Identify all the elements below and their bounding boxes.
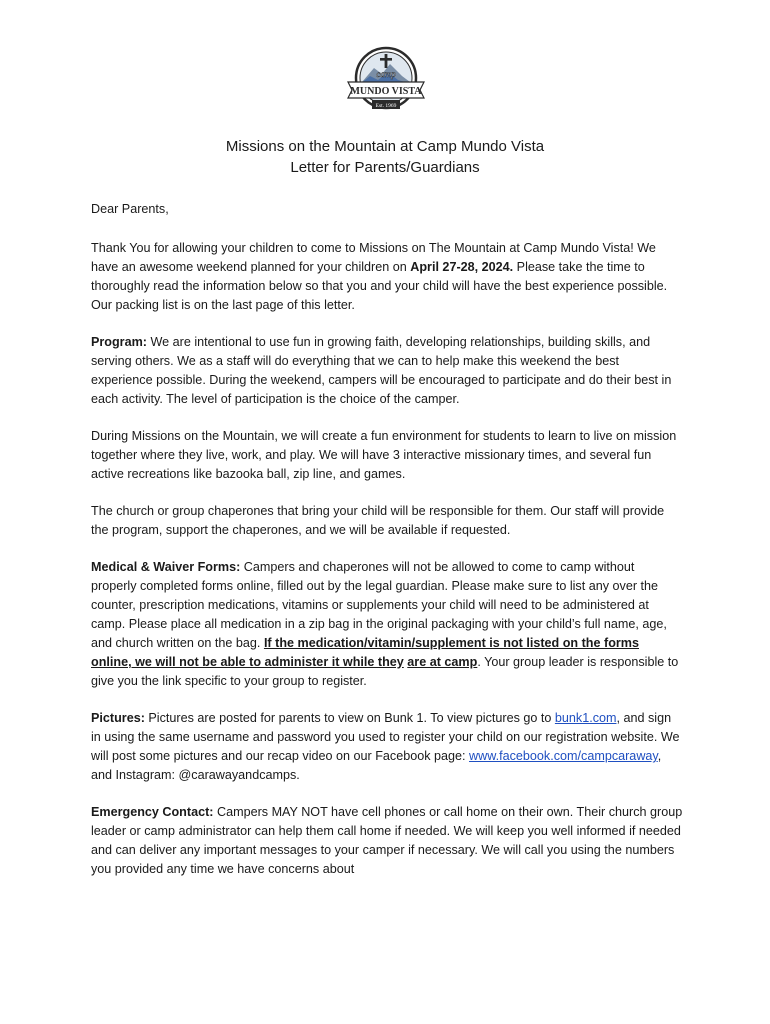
salutation: Dear Parents, [91, 202, 169, 216]
medical-paragraph [91, 558, 683, 691]
missions-paragraph: During Missions on the Mountain, we will create a fun environment for students to learn to live on mission together where they live, work, and play. We will have 3 interactive missionary times, and several fun active recreations like bazooka ball, zip line, and games. [91, 429, 677, 481]
emergency-paragraph [91, 803, 683, 879]
medical-text-2: . Your group leader is responsible to give you the link specific to your group to register. [91, 655, 679, 688]
letter-title [0, 136, 770, 178]
intro-text-2: Please take the time to thoroughly read the information below so that you and your child will have the best experience possible. Our packing list is on the last page of this letter. [91, 260, 668, 312]
pictures-paragraph [91, 709, 683, 785]
event-date: April 27-28, 2024. [410, 260, 514, 274]
program-text: We are intentional to use fun in growing faith, developing relationships, building skills, and serving others. We as a staff will do everything that we can to help make this weekend the best experience possible. During the weekend, campers will be encouraged to participate and do their best in each activity. The level of participation is the choice of the camper. [91, 335, 672, 406]
medical-text-1: Campers and chaperones will not be allowed to come to camp without properly completed forms online, filled out by the legal guardian. Please make sure to list any over the counter, prescription medications, vitamins or supplements your child will need to be administered at camp. Please place all medication in a zip bag in the original packaging with your child’s full name, age, and church written on the bag. [91, 560, 667, 650]
pictures-text-3: , and Instagram: @carawayandcamps. [91, 749, 662, 782]
intro-text-1: Thank You for allowing your children to come to Missions on The Mountain at Camp Mundo Vista! We have an awesome weekend planned for your children on [91, 241, 656, 274]
pictures-text-2: , and sign in using the same username and password you used to register your child on our registration website. We will post some pictures and our recap video on our Facebook page: [91, 711, 680, 763]
program-label: Program: [91, 335, 147, 349]
pictures-label: Pictures: [91, 711, 145, 725]
intro-paragraph [91, 239, 683, 315]
bunk1-link[interactable]: bunk1.com [554, 711, 617, 725]
medical-warning-2: are at camp [407, 655, 478, 669]
emergency-label: Emergency Contact: [91, 805, 214, 819]
camp-mundo-vista-logo [344, 44, 428, 116]
logo-camp-text: camp [376, 69, 396, 79]
logo-est-text: Est. 1969 [375, 103, 397, 109]
title-line-2: Letter for Parents/Guardians [290, 159, 480, 176]
title-line-1: Missions on the Mountain at Camp Mundo Vista [225, 138, 545, 155]
medical-warning-1: If the medication/vitamin/supplement is not listed on the forms online, we will not be able to administer it while they [91, 636, 639, 669]
medical-label: Medical & Waiver Forms: [91, 560, 241, 574]
program-paragraph [91, 333, 683, 409]
pictures-text-1: Pictures are posted for parents to view on Bunk 1. To view pictures go to [144, 711, 555, 725]
facebook-link[interactable]: www.facebook.com/campcaraway [469, 749, 658, 763]
emergency-text: Campers MAY NOT have cell phones or call home on their own. Their church group leader or camp administrator can help them call home if needed. We will keep you well informed if needed and can deliver any important messages to your camper if necessary. We will call you using the numbers you provided any time we have concerns about [91, 805, 683, 876]
letter-body [91, 200, 683, 897]
logo-name-text: MUNDO VISTA [350, 86, 422, 97]
chaperones-paragraph: The church or group chaperones that bring your child will be responsible for them. Our staff will provide the program, support the chaperones, and we will be available if requested. [91, 504, 665, 537]
